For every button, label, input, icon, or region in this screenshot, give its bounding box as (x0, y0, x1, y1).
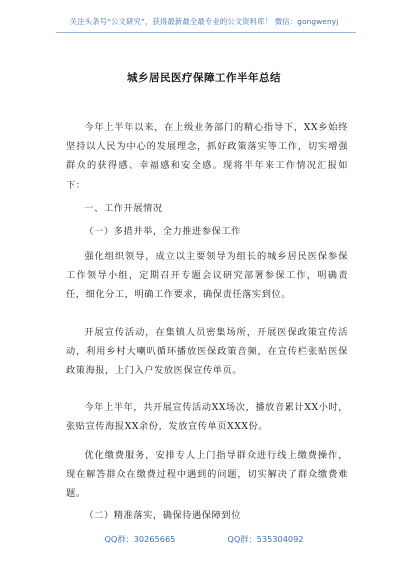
paragraph-payment-service: 优化缴费服务，安排专人上门指导群众进行线上缴费操作，现在解答群众在缴费过程中遇到的问题，切实解决了群众缴费难题。 (66, 450, 348, 500)
document-body-p4 (66, 323, 348, 381)
footer-qq-group-2: QQ群：535304092 (227, 534, 304, 544)
document-body-p6 (66, 446, 348, 504)
paragraph-organization: 强化组织领导，成立以主要领导为组长的城乡居民医保参保工作领导小组，定期召开专题会议研究部署参保工作，明确责任，细化分工，明确工作要求，确保责任落实到位。 (66, 251, 348, 301)
subsection-heading-1: （一）多措并举，全力推进参保工作 (84, 226, 241, 237)
document-body-p3 (66, 247, 348, 305)
section-heading: 一、工作开展情况 (84, 203, 163, 214)
document-body-subheading-2 (66, 506, 348, 525)
paragraph-publicity: 开展宣传活动，在集镇人员密集场所，开展医保政策宣传活动，利用乡村大喇叭循环播放医保政策音频，在宣传栏张贴医保政策海报，上门入户发放医保宣传单页。 (66, 327, 348, 377)
paragraph-intro: 今年上半年以来，在上级业务部门的精心指导下，XX乡始终坚持以人民为中心的发展理念，抓好政策落实等工作，切实增强群众的获得感、幸福感和安全感。现将半年来工作情况汇报如下： (66, 122, 348, 191)
header-banner: 关注头条号“公文研究”，获得最新最全最专业的公文资料库！ 微信：gongwenyj (69, 17, 339, 26)
header-divider (56, 32, 356, 33)
paragraph-statistics: 今年上半年，共开展宣传活动XX场次，播放音累计XX小时，张贴宣传海报XX余份，发放宣传单页XXX份。 (66, 402, 348, 433)
document-body (66, 118, 348, 195)
document-body-p5 (66, 398, 348, 436)
subsection-heading-2: （二）精准落实，确保待遇保障到位 (84, 510, 241, 521)
footer-qq-group-1: QQ群：30265665 (104, 534, 176, 544)
document-title: 城乡居民医疗保障工作半年总结 (127, 72, 281, 84)
document-body-section-heading (66, 199, 348, 218)
document-body-subheading-1 (66, 222, 348, 241)
footer-contact (0, 534, 408, 545)
